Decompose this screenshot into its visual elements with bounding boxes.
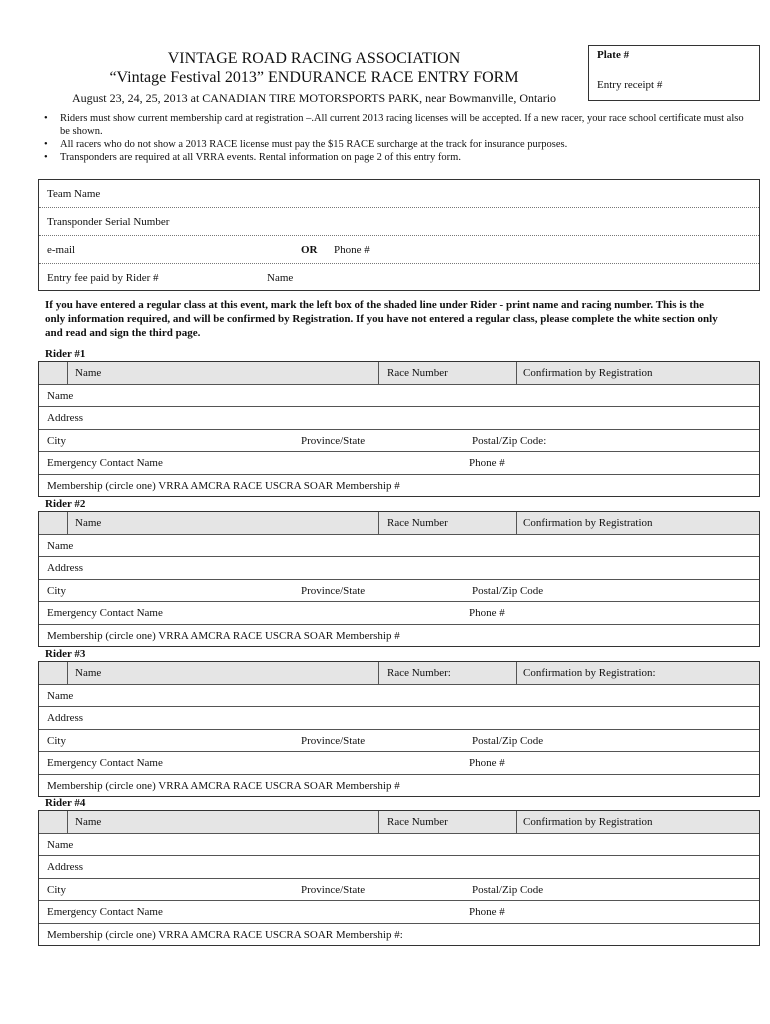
cell-divider bbox=[516, 512, 517, 534]
emergency-contact-label: Emergency Contact Name bbox=[47, 757, 163, 769]
or-label: OR bbox=[301, 244, 318, 256]
form-header bbox=[40, 50, 588, 106]
address-label: Address bbox=[47, 861, 84, 873]
rider-title: Rider #3 bbox=[45, 648, 86, 660]
rider-title: Rider #2 bbox=[45, 498, 86, 510]
shaded-name-label: Name bbox=[75, 816, 102, 828]
rider-emergency-row[interactable] bbox=[39, 452, 759, 475]
phone-label: Phone # bbox=[334, 244, 370, 256]
rider-section bbox=[38, 361, 760, 497]
city-label: City bbox=[47, 884, 66, 896]
province-label: Province/State bbox=[301, 735, 366, 747]
confirmation-label: Confirmation by Registration: bbox=[523, 667, 656, 679]
transponder-row[interactable] bbox=[39, 208, 759, 236]
plate-label: Plate # bbox=[597, 49, 630, 61]
plate-receipt-box[interactable] bbox=[588, 45, 760, 101]
province-label: Province/State bbox=[301, 435, 366, 447]
rider-title: Rider #1 bbox=[45, 348, 86, 360]
rider-shaded-row[interactable] bbox=[39, 512, 759, 535]
confirmation-label: Confirmation by Registration bbox=[523, 367, 653, 379]
entry-fee-label: Entry fee paid by Rider # bbox=[47, 272, 159, 284]
province-label: Province/State bbox=[301, 585, 366, 597]
phone-label: Phone # bbox=[469, 906, 505, 918]
membership-label: Membership (circle one) VRRA AMCRA RACE USCRA SOAR Membership # bbox=[47, 480, 400, 492]
name-label: Name bbox=[47, 690, 74, 702]
instructions-text: If you have entered a regular class at this event, mark the left box of the shaded line under Rider - print name and racing number. This is the only information required, and will be confirmed by Registration. If you have not entered a regular class, please complete the white section only and read and sign the third page. bbox=[45, 299, 718, 339]
cell-divider bbox=[67, 512, 68, 534]
city-label: City bbox=[47, 435, 66, 447]
rider-emergency-row[interactable] bbox=[39, 602, 759, 625]
city-label: City bbox=[47, 735, 66, 747]
rider-city-row[interactable] bbox=[39, 730, 759, 752]
cell-divider bbox=[67, 811, 68, 833]
rider-name-row[interactable] bbox=[39, 535, 759, 557]
rider-address-row[interactable] bbox=[39, 707, 759, 730]
rider-address-row[interactable] bbox=[39, 856, 759, 879]
rules-list bbox=[40, 112, 750, 164]
rule-item: • Riders must show current membership card at registration –.All current 2013 racing licenses will be accepted. If a new racer, your race school certificate must also be shown. bbox=[60, 112, 750, 138]
race-number-label: Race Number bbox=[387, 816, 448, 828]
phone-label: Phone # bbox=[469, 757, 505, 769]
race-number-label: Race Number: bbox=[387, 667, 451, 679]
postal-label: Postal/Zip Code: bbox=[472, 435, 547, 447]
confirmation-label: Confirmation by Registration bbox=[523, 517, 653, 529]
membership-label: Membership (circle one) VRRA AMCRA RACE USCRA SOAR Membership #: bbox=[47, 929, 403, 941]
rider-name-row[interactable] bbox=[39, 834, 759, 856]
transponder-label: Transponder Serial Number bbox=[47, 216, 170, 228]
rider-shaded-row[interactable] bbox=[39, 811, 759, 834]
rule-item: • Transponders are required at all VRRA events. Rental information on page 2 of this entry form. bbox=[60, 151, 750, 164]
rider-membership-row[interactable] bbox=[39, 625, 759, 647]
cell-divider bbox=[516, 811, 517, 833]
address-label: Address bbox=[47, 562, 84, 574]
membership-label: Membership (circle one) VRRA AMCRA RACE USCRA SOAR Membership # bbox=[47, 630, 400, 642]
shaded-name-label: Name bbox=[75, 367, 102, 379]
emergency-contact-label: Emergency Contact Name bbox=[47, 607, 163, 619]
phone-label: Phone # bbox=[469, 457, 505, 469]
postal-label: Postal/Zip Code bbox=[472, 585, 544, 597]
team-name-label: Team Name bbox=[47, 188, 101, 200]
address-label: Address bbox=[47, 712, 84, 724]
rider-shaded-row[interactable] bbox=[39, 362, 759, 385]
cell-divider bbox=[67, 662, 68, 684]
name-label: Name bbox=[47, 390, 74, 402]
form-title: “Vintage Festival 2013” ENDURANCE RACE ENTRY FORM bbox=[109, 69, 519, 86]
rider-name-row[interactable] bbox=[39, 385, 759, 407]
shaded-name-label: Name bbox=[75, 667, 102, 679]
rider-section bbox=[38, 810, 760, 946]
entry-fee-row[interactable] bbox=[39, 264, 759, 291]
emergency-contact-label: Emergency Contact Name bbox=[47, 457, 163, 469]
rider-emergency-row[interactable] bbox=[39, 901, 759, 924]
rider-address-row[interactable] bbox=[39, 557, 759, 580]
rider-emergency-row[interactable] bbox=[39, 752, 759, 775]
postal-label: Postal/Zip Code bbox=[472, 735, 544, 747]
rule-item: • All racers who do not show a 2013 RACE license must pay the $15 RACE surcharge at the track for insurance purposes. bbox=[60, 138, 750, 151]
address-label: Address bbox=[47, 412, 84, 424]
race-number-label: Race Number bbox=[387, 517, 448, 529]
rider-section bbox=[38, 511, 760, 647]
rider-city-row[interactable] bbox=[39, 879, 759, 901]
cell-divider bbox=[378, 811, 379, 833]
cell-divider bbox=[516, 662, 517, 684]
email-phone-row[interactable] bbox=[39, 236, 759, 264]
rider-membership-row[interactable] bbox=[39, 924, 759, 946]
rider-shaded-row[interactable] bbox=[39, 662, 759, 685]
confirmation-label: Confirmation by Registration bbox=[523, 816, 653, 828]
event-line: August 23, 24, 25, 2013 at CANADIAN TIRE MOTORSPORTS PARK, near Bowmanville, Ontario bbox=[71, 91, 557, 105]
rider-section bbox=[38, 661, 760, 797]
membership-label: Membership (circle one) VRRA AMCRA RACE USCRA SOAR Membership # bbox=[47, 780, 400, 792]
cell-divider bbox=[67, 362, 68, 384]
org-title: VINTAGE ROAD RACING ASSOCIATION bbox=[167, 50, 461, 67]
rider-address-row[interactable] bbox=[39, 407, 759, 430]
shaded-name-label: Name bbox=[75, 517, 102, 529]
rider-title: Rider #4 bbox=[45, 797, 86, 809]
race-number-label: Race Number bbox=[387, 367, 448, 379]
cell-divider bbox=[378, 362, 379, 384]
emergency-contact-label: Emergency Contact Name bbox=[47, 906, 163, 918]
province-label: Province/State bbox=[301, 884, 366, 896]
rider-city-row[interactable] bbox=[39, 580, 759, 602]
team-name-row[interactable] bbox=[39, 180, 759, 208]
receipt-label: Entry receipt # bbox=[597, 79, 663, 91]
cell-divider bbox=[378, 662, 379, 684]
postal-label: Postal/Zip Code bbox=[472, 884, 544, 896]
rider-membership-row[interactable] bbox=[39, 775, 759, 797]
name-label: Name bbox=[47, 839, 74, 851]
cell-divider bbox=[378, 512, 379, 534]
phone-label: Phone # bbox=[469, 607, 505, 619]
rider-city-row[interactable] bbox=[39, 430, 759, 452]
team-section bbox=[38, 179, 760, 291]
rider-membership-row[interactable] bbox=[39, 475, 759, 497]
entry-fee-name-label: Name bbox=[267, 272, 294, 284]
rider-name-row[interactable] bbox=[39, 685, 759, 707]
city-label: City bbox=[47, 585, 66, 597]
email-label: e-mail bbox=[47, 244, 76, 256]
cell-divider bbox=[516, 362, 517, 384]
name-label: Name bbox=[47, 540, 74, 552]
